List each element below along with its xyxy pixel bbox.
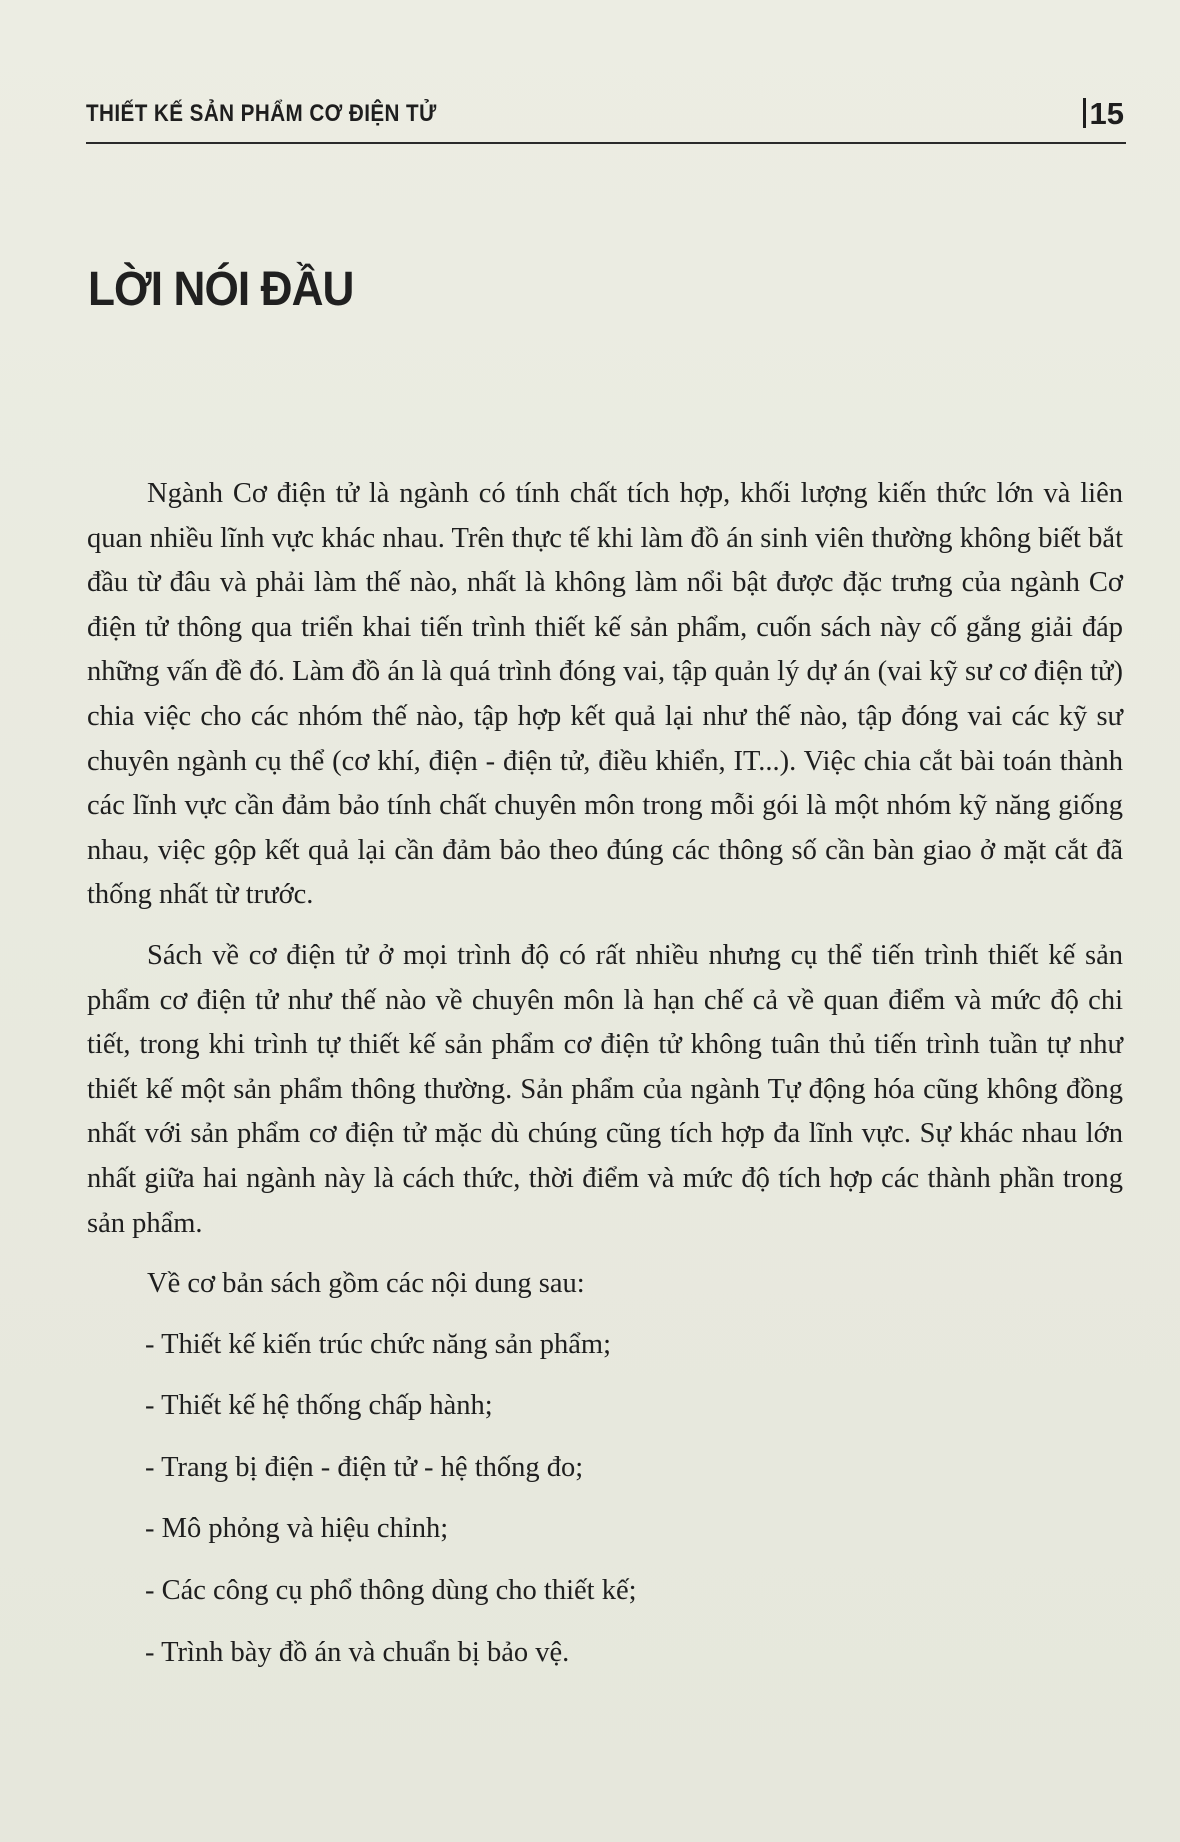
list-item: - Trình bày đồ án và chuẩn bị bảo vệ. (145, 1636, 570, 1668)
page-number (1083, 96, 1124, 132)
contents-intro: Về cơ bản sách gồm các nội dung sau: (147, 1268, 585, 1300)
list-item: - Trang bị điện - điện tử - hệ thống đo; (145, 1451, 584, 1483)
paragraph-1: Ngành Cơ điện tử là ngành có tính chất tích hợp, khối lượng kiến thức lớn và liên quan nhiều lĩnh vực khác nhau. Trên thực tế khi làm đồ án sinh viên thường không biết bắt đầu từ đâu và phải làm thế nào, nhất là không làm nổi bật được đặc trưng của ngành Cơ điện tử thông qua triển khai tiến trình thiết kế sản phẩm, cuốn sách này cố gắng giải đáp những vấn đề đó. Làm đồ án là quá trình đóng vai, tập quản lý dự án (vai kỹ sư cơ điện tử) chia việc cho các nhóm thế nào, tập hợp kết quả lại như thế nào, tập đóng vai các kỹ sư chuyên ngành cụ thể (cơ khí, điện - điện tử, điều khiển, IT...). Việc chia cắt bài toán thành các lĩnh vực cần đảm bảo tính chất chuyên môn trong mỗi gói là một nhóm kỹ năng giống nhau, việc gộp kết quả lại cần đảm bảo theo đúng các thông số cần bàn giao ở mặt cắt đã thống nhất từ trước. (87, 478, 1123, 911)
list-item: - Mô phỏng và hiệu chỉnh; (145, 1513, 449, 1545)
list-item: - Thiết kế kiến trúc chức năng sản phẩm; (145, 1328, 612, 1360)
contents-list (87, 1323, 1123, 1676)
paragraph-2: Sách về cơ điện tử ở mọi trình độ có rất nhiều nhưng cụ thể tiến trình thiết kế sản phẩm cơ điện tử như thế nào về chuyên môn là hạn chế cả về quan điểm và mức độ chi tiết, trong khi trình tự thiết kế sản phẩm cơ điện tử không tuân thủ tiến trình tuần tự như thiết kế một sản phẩm thông thường. Sản phẩm của ngành Tự động hóa cũng không đồng nhất với sản phẩm cơ điện tử mặc dù chúng cũng tích hợp đa lĩnh vực. Sự khác nhau lớn nhất giữa hai ngành này là cách thức, thời điểm và mức độ tích hợp các thành phần trong sản phẩm. (87, 939, 1123, 1239)
page-number-bar (1083, 98, 1086, 128)
page-number-value: 15 (1089, 96, 1124, 131)
running-header (86, 96, 1126, 144)
list-item: - Thiết kế hệ thống chấp hành; (145, 1390, 493, 1422)
body-text (87, 472, 1123, 1692)
chapter-title: LỜI NÓI ĐẦU (88, 263, 354, 316)
running-title: THIẾT KẾ SẢN PHẨM CƠ ĐIỆN TỬ (86, 100, 437, 127)
list-item: - Các công cụ phổ thông dùng cho thiết kế; (145, 1575, 637, 1607)
